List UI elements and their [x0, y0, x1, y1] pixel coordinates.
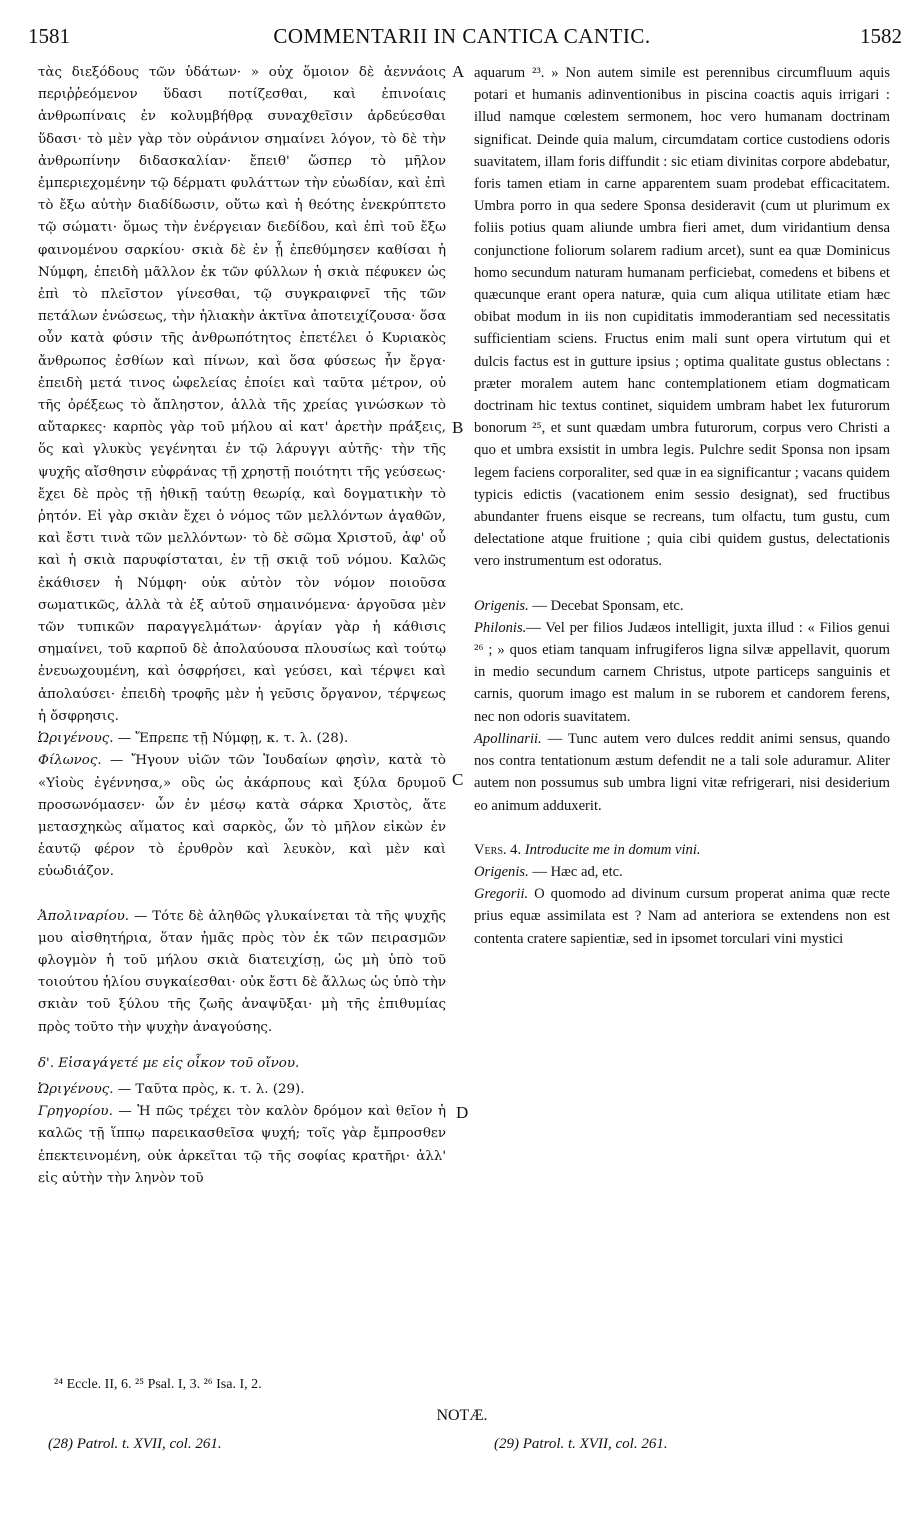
- page-number-right: 1582: [860, 24, 902, 48]
- note-29: (29) Patrol. t. XVII, col. 261.: [494, 1436, 668, 1452]
- margin-marker-b: B: [452, 418, 464, 437]
- footnotes: ²⁴ Eccle. II, 6. ²⁵ Psal. I, 3. ²⁶ Isa. I, 2.: [54, 1377, 262, 1392]
- latin-paragraph: aquarum ²³. » Non autem simile est perennibus circumfluum aquis potari et humanis adinventionibus in piscina coactis aquis irrigari : illud namque cœlestem sermonem, hoc vero humanam doctrinam significat. Deinde quia malum, circumdatam cortice custodiens odoris suavitatem, illam foris diffundit : sic etiam divinitas corpore abdebatur, foris tamen etiam in carne apparentem suam prodebat efficacitatem. Umbra porro in qua sedere Sponsa desideravit (cum ut plurimum ex foliis potius quam aliunde umbra fieri amet, dum viridantium densa conjunctione foliorum solarem radium arcet), sunt ea quæ Dominicus homo secundum naturam humanam perficiebat, comedens et bibens et quæcunque erant opera naturæ, quia cum aliqua utilitate etiam hæc obibat modum in iis non cupiditatis immoderantiam sed necessitatis sufficientiam sciens. Fructus enim mali sunt opera virtutum qui et dulcis factus est in gutture ipsius ; optima qualitate gustus oblectans : præter moralem autem hanc contemplationem etiam dogmaticam doctrinam hic textus continet, siquidem umbram habet lex futurorum bonorum ²⁵, et sunt quædam umbra futurorum, corpus vero Christi a quo et umbra exsistit in umbra legis. Pulchre sedit Sponsa non ipsam legem faciens corporaliter, sed quæ in ea significantur ; vacans quidem typicis edictis (vacationem enim sessio designat), sed fructibus abundanter fruens eisque se recreans, tum olfactu, tum gustu, cum delectatione atque fruitione ; quia cibi quidem gustus, delectationis vero instrumentum est odoratus.: [474, 65, 890, 570]
- latin-origen2-entry: Origenis. — Hæc ad, etc.: [474, 863, 623, 880]
- greek-origen-entry: Ὠριγένους. — Ἔπρεπε τῇ Νύμφῃ, κ. τ. λ. (28).: [38, 731, 349, 747]
- greek-apollinaris-entry: Ἀπολιναρίου. — Τότε δὲ ἀληθῶς γλυκαίνεται τὰ τῆς ψυχῆς μου αἰσθητήρια, ὅταν ἡμᾶς πρὸς τὸν ἐκ τῶν πειρασμῶν φλογμὸν ἡ τοῦ μήλου σκιὰ διατειχίσῃ, ὡς μὴ ὑπὸ τοῦ τοιούτου ἡλίου συγκαίεσθαι· οὐκ ἔστι δὲ ἄλλως ὡς ὑπὸ τὴν σκιὰν τοῦ ξύλου τῆς ζωῆς ἀναψῦξαι· μὴ τῆς ἐπιθυμίας πρὸς τοῦτο τὴν ψυχὴν ἀναγούσης.: [38, 908, 446, 1035]
- page-number-left: 1581: [28, 24, 70, 48]
- latin-philo-entry: Philonis.— Vel per filios Judæos intelligit, juxta illud : « Filios genui ²⁶ ; » quos etiam tanquam infrugiferos ligna silvæ appellavit, quorum in medio secundum carnem Christus, utpote particeps sanguinis et carnis, quorum imago est malum in se ruborem et candorem ferens, nec non odoris suavitatem.: [474, 619, 890, 725]
- greek-paragraph: τὰς διεξόδους τῶν ὑδάτων· » οὐχ ὅμοιον δὲ ἀεννάοις περιῤῥεόμενον ὕδασι ποτίζεσθαι, καὶ ἐπινοίαις ἀνθρωπίναις ἐν κολυμβήθρᾳ συναχθεῖσιν ἀρδεύεσθαι ὕδασι· τὸ μὲν γὰρ τὸν οὐράνιον σημαίνει λόγον, τὸ δὲ τὴν ἀνθρωπίνην διδασκαλίαν· ἔπειθ' ὥσπερ τὸ μῆλον ἐμπεριεχομένην τῷ δέρματι φυλάττων τὴν εὐωδίαν, καὶ ἐπὶ τὸ ἔξω αὐτὴν διαδίδωσιν, οὕτω καὶ ἡ θεότης ἐνεκρύπτετο τῷ σώματι· ὅμως τὴν ἐνέργειαν διεδίδου, καὶ ἐπὶ τοῦ ἔξω φαινομένου σαρκίου· σκιὰ δὲ ἐν ᾗ ἐπεθύμησεν καθίσαι ἡ Νύμφη, ἐπειδὴ μᾶλλον ἐκ τῶν φύλλων ἡ σκιὰ πέφυκεν ὡς ἐπὶ τὸ πλεῖστον γίνεσθαι, τῷ συγκραιφνεῖ τῆς τῶν πετάλων ἑνώσεως, τὴν ἡλιακὴν ἀκτῖνα ἀποτειχίζουσα· ὅσα οὖν κατὰ φύσιν τῆς ἀνθρωπότητος ἐπετέλει ὁ Κυριακὸς ἄνθρωπος ἐσθίων καὶ πίνων, καὶ ὅσα φύσεως ἦν ἔργα· ἐπειδὴ μετά τινος ὠφελείας ἐποίει καὶ ταῦτα μέτρον, οὐ τῆς ὀρέξεως τὸ ἄπληστον, ἀλλὰ τῆς χρείας γινώσκων τὸ αὔταρκες· καρπὸς γὰρ τοῦ μήλου αἱ κατ' ἀρετὴν πράξεις, ὅς καὶ γλυκὺς γεγένηται ἐν τῷ λάρυγγι αὐτῆς· τὴν τῆς ψυχῆς αἴσθησιν εὐφράνας τῇ χρηστῇ ποιότητι τῆς γεύσεως· ἔχει δὲ πρὸς τῇ ἠθικῇ ταύτῃ θεωρίᾳ, καὶ δογματικὴν τὸ ῥητόν. Εἰ γὰρ σκιὰν ἔχει ὁ νόμος τῶν μελλόντων ἀγαθῶν, καὶ ἔστι τινὰ τῶν μελλόντων· τὸ δὲ σῶμα Χριστοῦ, ἀφ' οὗ καὶ ἡ σκιὰ παρυφίσταται, ἐν τῇ σκιᾷ τοῦ νόμου. Καλῶς ἐκάθισεν ἡ Νύμφη· οὐκ αὐτὸν τὸν νόμον ποιοῦσα σωματικῶς, ἀλλὰ τὰ ἐξ αὐτοῦ σημαινόμενα· ἀργοῦσα μὲν τῶν τυπικῶν παραγγελμάτων· ἀργίαν γὰρ ἡ κάθισις σημαίνει, τοῦ καρποῦ δὲ ἀπολαύουσα πλουσίως καὶ τούτῳ ἐνευωχουμένη, καὶ ὀσφρήσει, καὶ γεύσει, καὶ τέρψει καὶ ἀπολαύσει· ἐπειδὴ τροφῆς μὲν ἡ γεῦσις ὄργανον, τέρψεως ἡ ὄσφρησις.: [38, 65, 446, 724]
- note-28: (28) Patrol. t. XVII, col. 261.: [48, 1436, 222, 1452]
- greek-origen2-entry: Ὠριγένους. — Ταῦτα πρὸς, κ. τ. λ. (29).: [38, 1081, 305, 1097]
- greek-column: [38, 62, 446, 1190]
- page-header: [0, 0, 924, 58]
- greek-verse-heading: δ'. Εἰσαγάγετέ με εἰς οἶκον τοῦ οἴνου.: [38, 1055, 300, 1071]
- greek-gregory-entry: Γρηγορίου. — Ἡ πῶς τρέχει τὸν καλὸν δρόμον καὶ θεῖον ἡ καλῶς τῇ ἵππῳ παρεικασθεῖσα ψυχή; τοῖς γὰρ ἔμπροσθεν ἐπεκτεινομένη, οὐκ ἀρκεῖται τῷ τῆς σοφίας κρατῆρι· ἀλλ' εἰς αὐτὴν τὴν ληνὸν τοῦ: [38, 1104, 446, 1186]
- margin-marker-a: A: [452, 62, 465, 81]
- notae-title: NOTÆ.: [436, 1407, 488, 1424]
- latin-column: [474, 62, 890, 950]
- latin-gregory-entry: Gregorii. O quomodo ad divinum cursum properat anima quæ recte prius equæ assimilata est ? Nam ad anteriora se extendens non est contenta cratere sapientiæ, sed in ipsomet torculari vini mystici: [474, 886, 890, 947]
- margin-marker-d: D: [456, 1103, 469, 1122]
- latin-verse-heading: Vers. 4. Introducite me in domum vini.: [474, 841, 701, 858]
- latin-apollinaris-entry: Apollinarii. — Tunc autem vero dulces reddit animi sensus, quando nos contra tentationum æstum defendit ne a tali sole aduramur. Aliter autem non possumus sub umbra ligni vitæ refrigerari, nisi desiderium eo animum adduxerit.: [474, 730, 890, 814]
- running-title: COMMENTARII IN CANTICA CANTIC.: [273, 24, 651, 48]
- greek-philo-entry: Φίλωνος. — Ἤγουν υἱῶν τῶν Ἰουδαίων φησὶν, κατὰ τὸ «Υἱοὺς ἐγέννησα,» οὓς ὡς ἀκάρπους καὶ ξύλα δρυμοῦ προσωνόμασεν· ὧν ἐν μέσῳ κατὰ σάρκα Χριστὸς, ἅτε μετασχηκὼς αἵματος καὶ σαρκὸς, ὧν τὸ μῆλον εἰκὼν ἐν ἑαυτῷ φέρον τὸ ἐρυθρὸν καὶ λευκὸν, καὶ μὲν καὶ εὐωδιάζον.: [38, 753, 446, 880]
- latin-origen-entry: Origenis. — Decebat Sponsam, etc.: [474, 597, 684, 614]
- margin-marker-c: C: [452, 770, 464, 789]
